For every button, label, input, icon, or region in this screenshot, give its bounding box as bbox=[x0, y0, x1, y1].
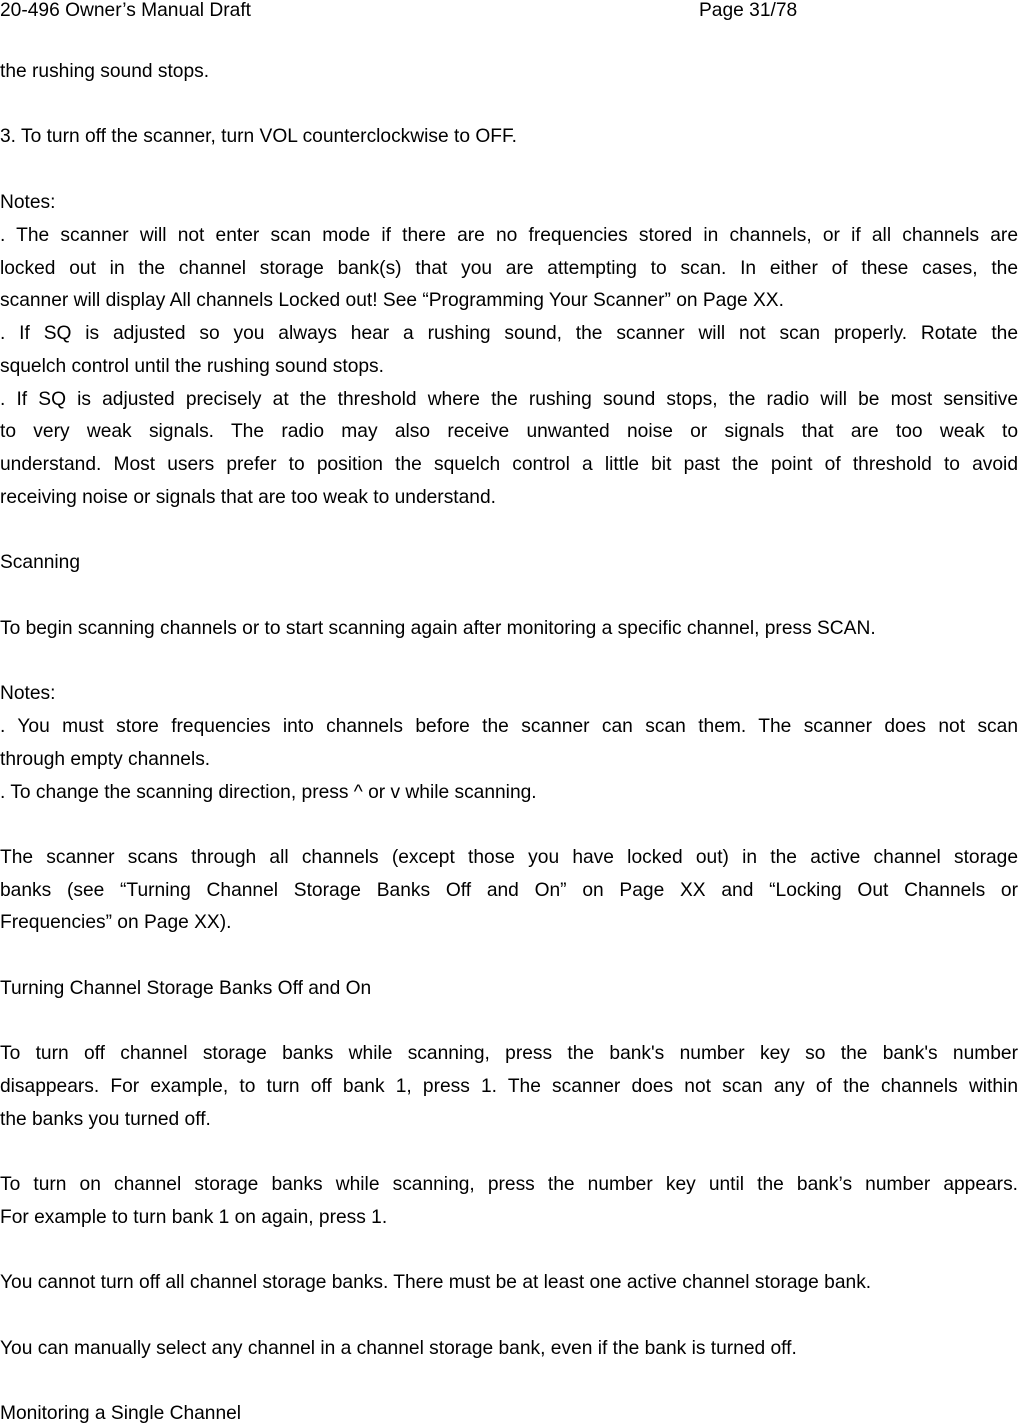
paragraph-text: To begin scanning channels or to start scanning again after monitoring a specific channel, press SCAN. bbox=[0, 618, 876, 639]
text-line: the rushing sound stops. bbox=[0, 61, 210, 82]
paragraph-text: the banks you turned off. bbox=[0, 1109, 211, 1130]
notes-heading: Notes: bbox=[0, 192, 56, 213]
paragraph-text: You cannot turn off all channel storage banks. There must be at least one active channel storage bank. bbox=[0, 1272, 872, 1293]
paragraph-text: The scanner scans through all channels (except those you have locked out) in the active channel storage bbox=[0, 847, 1018, 868]
section-heading: Monitoring a Single Channel bbox=[0, 1403, 242, 1424]
note-text: scanner will display All channels Locked out! See “Programming Your Scanner” on Page XX. bbox=[0, 290, 784, 311]
note-text: locked out in the channel storage bank(s) that you are attempting to scan. In either of these cases, the bbox=[0, 258, 1018, 279]
section-heading: Turning Channel Storage Banks Off and On bbox=[0, 978, 372, 999]
note-text: through empty channels. bbox=[0, 749, 211, 770]
paragraph-text: To turn on channel storage banks while scanning, press the number key until the bank’s number appears. bbox=[0, 1174, 1018, 1195]
note-text: understand. Most users prefer to position the squelch control a little bit past the point of threshold to avoid bbox=[0, 454, 1018, 475]
paragraph-text: To turn off channel storage banks while scanning, press the bank's number key so the bank's number bbox=[0, 1043, 1018, 1064]
document-title: 20-496 Owner’s Manual Draft bbox=[0, 0, 251, 21]
note-text: . To change the scanning direction, press ^ or v while scanning. bbox=[0, 782, 537, 803]
note-text: squelch control until the rushing sound stops. bbox=[0, 356, 384, 377]
notes-heading: Notes: bbox=[0, 683, 56, 704]
paragraph-text: For example to turn bank 1 on again, press 1. bbox=[0, 1207, 388, 1228]
note-text: receiving noise or signals that are too weak to understand. bbox=[0, 487, 496, 508]
note-text: . If SQ is adjusted precisely at the threshold where the rushing sound stops, the radio will be most sensitive bbox=[0, 389, 1018, 410]
paragraph-text: disappears. For example, to turn off bank 1, press 1. The scanner does not scan any of the channels within bbox=[0, 1076, 1018, 1097]
paragraph-text: You can manually select any channel in a channel storage bank, even if the bank is turned off. bbox=[0, 1338, 797, 1359]
note-text: . The scanner will not enter scan mode if there are no frequencies stored in channels, or if all channels are bbox=[0, 225, 1018, 246]
section-heading: Scanning bbox=[0, 552, 81, 573]
note-text: . If SQ is adjusted so you always hear a rushing sound, the scanner will not scan properly. Rotate the bbox=[0, 323, 1018, 344]
note-text: . You must store frequencies into channels before the scanner can scan them. The scanner does not scan bbox=[0, 716, 1018, 737]
paragraph-text: Frequencies” on Page XX). bbox=[0, 912, 232, 933]
page-number: Page 31/78 bbox=[699, 0, 798, 21]
step-text: 3. To turn off the scanner, turn VOL counterclockwise to OFF. bbox=[0, 126, 517, 147]
note-text: to very weak signals. The radio may also receive unwanted noise or signals that are too weak to bbox=[0, 421, 1018, 442]
paragraph-text: banks (see “Turning Channel Storage Banks Off and On” on Page XX and “Locking Out Channels or bbox=[0, 880, 1018, 901]
